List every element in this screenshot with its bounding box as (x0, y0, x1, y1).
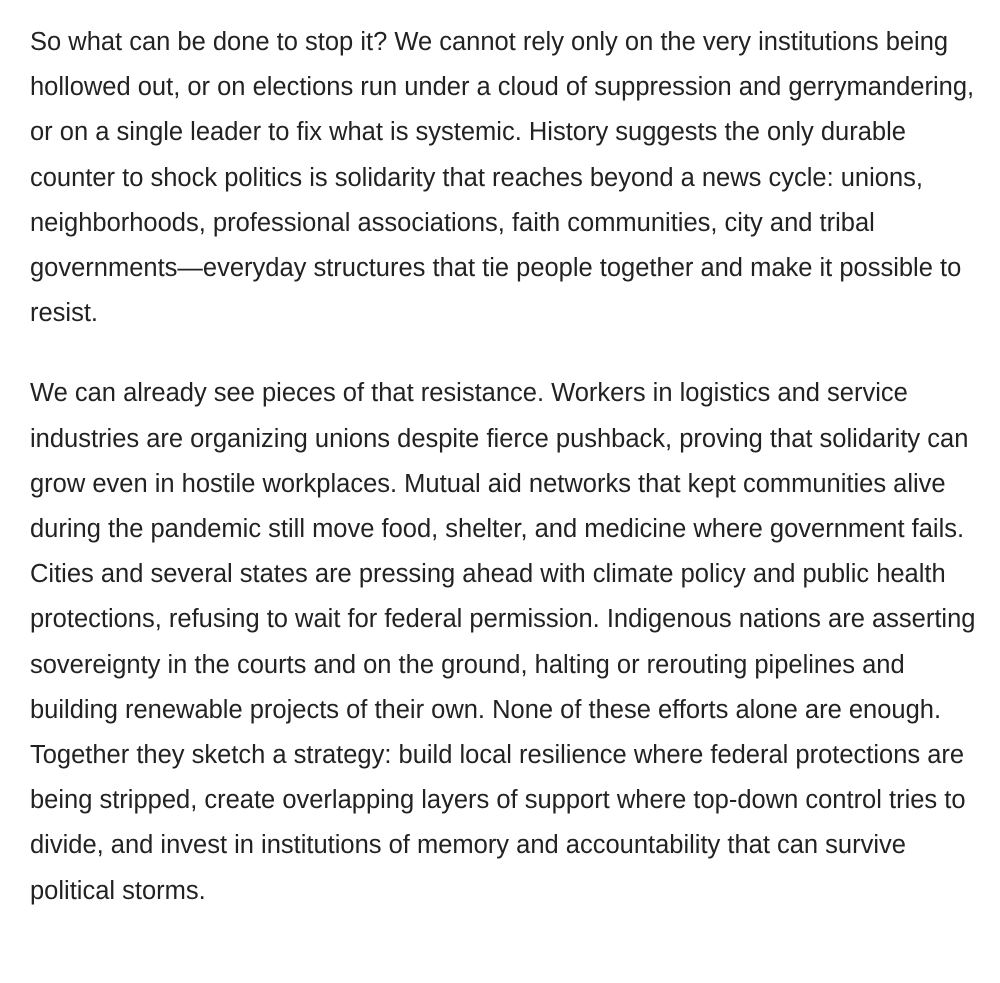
article-paragraph-1: So what can be done to stop it? We cannot rely only on the very institutions being hollowed out, or on elections run under a cloud of suppression and gerrymandering, or on a single leader to fix what is systemic. History suggests the only durable counter to shock politics is solidarity that reaches beyond a news cycle: unions, neighborhoods, professional associations, faith communities, city and tribal governments—everyday structures that tie people together and make it possible to resist. (30, 28, 975, 328)
article-paragraph-2: We can already see pieces of that resistance. Workers in logistics and service industries are organizing unions despite fierce pushback, proving that solidarity can grow even in hostile workplaces. Mutual aid networks that kept communities alive during the pandemic still move food, shelter, and medicine where government fails. Cities and several states are pressing ahead with climate policy and public health protections, refusing to wait for federal permission. Indigenous nations are asserting sovereignty in the courts and on the ground, halting or rerouting pipelines and building renewable projects of their own. None of these efforts alone are enough. Together they sketch a strategy: build local resilience where federal protections are being stripped, create overlapping layers of support where top-down control tries to divide, and invest in institutions of memory and accountability that can survive political storms. (30, 379, 976, 905)
